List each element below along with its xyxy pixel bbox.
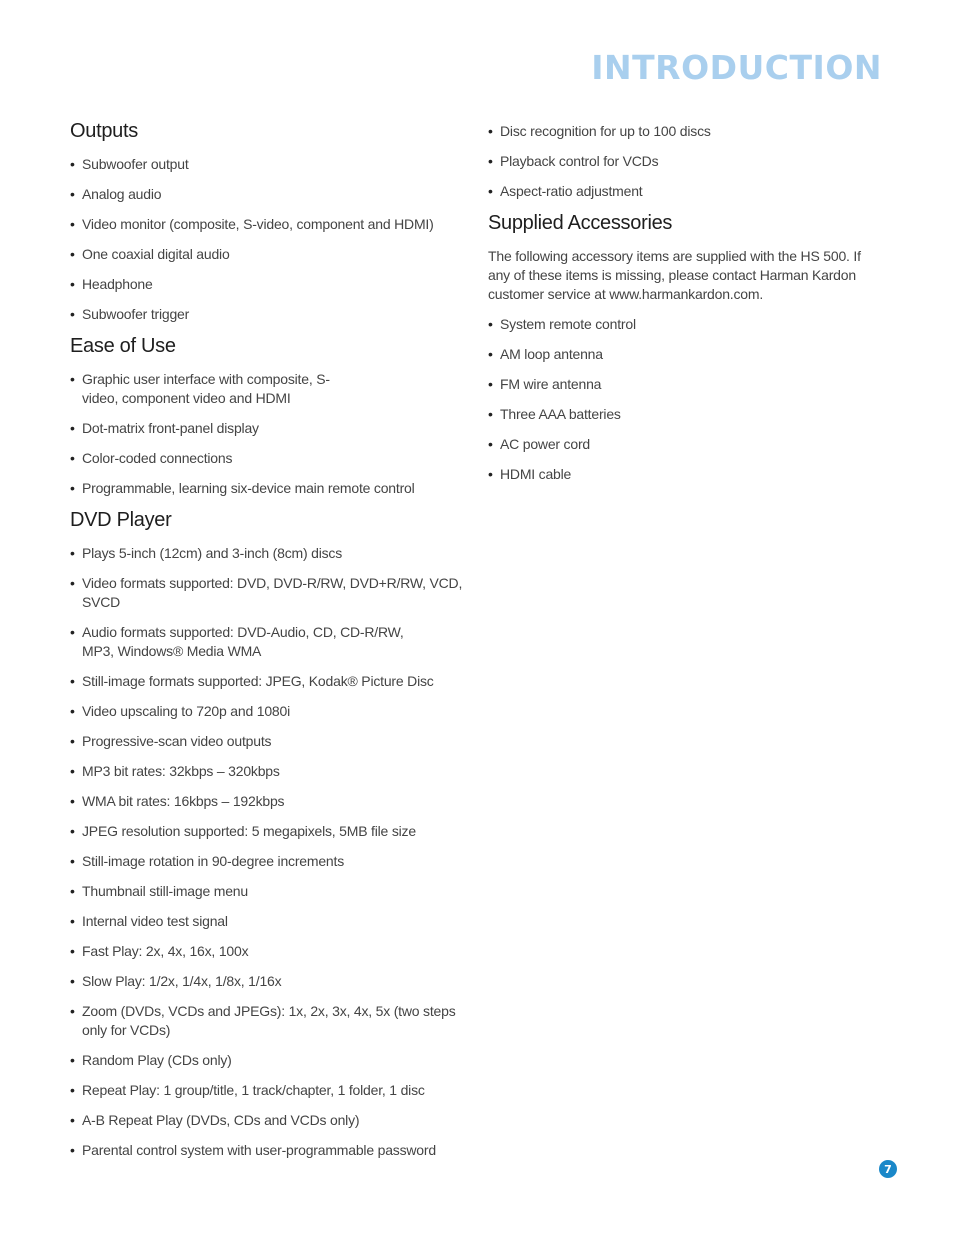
list-item: • Programmable, learning six-device main remote control	[70, 479, 470, 498]
list-item: • Dot-matrix front-panel display	[70, 419, 470, 438]
supplied-accessories-intro: The following accessory items are supplied with the HS 500. If any of these items is missing, please contact Harman Kardon customer service at www.harmankardon.com.	[488, 248, 861, 302]
list-item: • JPEG resolution supported: 5 megapixels, 5MB file size	[70, 822, 470, 841]
list-item: • Video monitor (composite, S-video, component and HDMI)	[70, 215, 470, 234]
list-item: • Slow Play: 1/2x, 1/4x, 1/8x, 1/16x	[70, 972, 470, 991]
list-item: • Still-image rotation in 90-degree increments	[70, 852, 470, 871]
list-item: • System remote control	[488, 315, 868, 334]
dvd-player-heading: DVD Player	[70, 509, 172, 531]
dvd-player-continued-list	[488, 122, 868, 201]
list-item: • Fast Play: 2x, 4x, 16x, 100x	[70, 942, 470, 961]
list-item: • Parental control system with user-programmable password	[70, 1141, 470, 1160]
dvd-player-list	[70, 544, 470, 1160]
right-column	[488, 122, 868, 495]
list-item: • WMA bit rates: 16kbps – 192kbps	[70, 792, 470, 811]
list-item: • Graphic user interface with composite, S-video, component video and HDMI	[70, 370, 362, 408]
ease-of-use-section	[70, 335, 470, 498]
list-item: • AC power cord	[488, 435, 868, 454]
list-item: • Progressive-scan video outputs	[70, 732, 470, 751]
list-item: • Subwoofer trigger	[70, 305, 470, 324]
ease-of-use-heading: Ease of Use	[70, 335, 176, 357]
list-item: • One coaxial digital audio	[70, 245, 470, 264]
ease-of-use-list	[70, 370, 470, 498]
outputs-list	[70, 155, 470, 324]
list-item: • Disc recognition for up to 100 discs	[488, 122, 868, 141]
list-item: • FM wire antenna	[488, 375, 868, 394]
page-number-badge: 7	[879, 1160, 897, 1178]
list-item: • Video upscaling to 720p and 1080i	[70, 702, 470, 721]
list-item: • Random Play (CDs only)	[70, 1051, 470, 1070]
list-item: • Analog audio	[70, 185, 470, 204]
dvd-player-section	[70, 509, 470, 1160]
list-item: • Still-image formats supported: JPEG, Kodak® Picture Disc	[70, 672, 470, 691]
list-item: • Aspect-ratio adjustment	[488, 182, 868, 201]
list-item: • Playback control for VCDs	[488, 152, 868, 171]
list-item: • HDMI cable	[488, 465, 868, 484]
list-item: • Plays 5-inch (12cm) and 3-inch (8cm) discs	[70, 544, 470, 563]
outputs-section	[70, 120, 470, 324]
list-item: • A-B Repeat Play (DVDs, CDs and VCDs only)	[70, 1111, 470, 1130]
dvd-player-continued-section	[488, 122, 868, 201]
supplied-accessories-heading: Supplied Accessories	[488, 212, 673, 234]
list-item: • Video formats supported: DVD, DVD-R/RW, DVD+R/RW, VCD, SVCD	[70, 574, 470, 612]
left-column	[70, 120, 470, 1171]
list-item: • Zoom (DVDs, VCDs and JPEGs): 1x, 2x, 3x, 4x, 5x (two steps only for VCDs)	[70, 1002, 467, 1040]
list-item: • Internal video test signal	[70, 912, 470, 931]
list-item: • Audio formats supported: DVD-Audio, CD, CD-R/RW, MP3, Windows® Media WMA	[70, 623, 422, 661]
list-item: • Three AAA batteries	[488, 405, 868, 424]
list-item: • Headphone	[70, 275, 470, 294]
list-item: • MP3 bit rates: 32kbps – 320kbps	[70, 762, 470, 781]
list-item: • Color-coded connections	[70, 449, 470, 468]
list-item: • AM loop antenna	[488, 345, 868, 364]
list-item: • Subwoofer output	[70, 155, 470, 174]
page-title: INTRODUCTION	[591, 48, 882, 87]
list-item: • Repeat Play: 1 group/title, 1 track/chapter, 1 folder, 1 disc	[70, 1081, 470, 1100]
list-item: • Thumbnail still-image menu	[70, 882, 470, 901]
outputs-heading: Outputs	[70, 120, 138, 142]
supplied-accessories-section	[488, 212, 868, 484]
supplied-accessories-list	[488, 315, 868, 484]
